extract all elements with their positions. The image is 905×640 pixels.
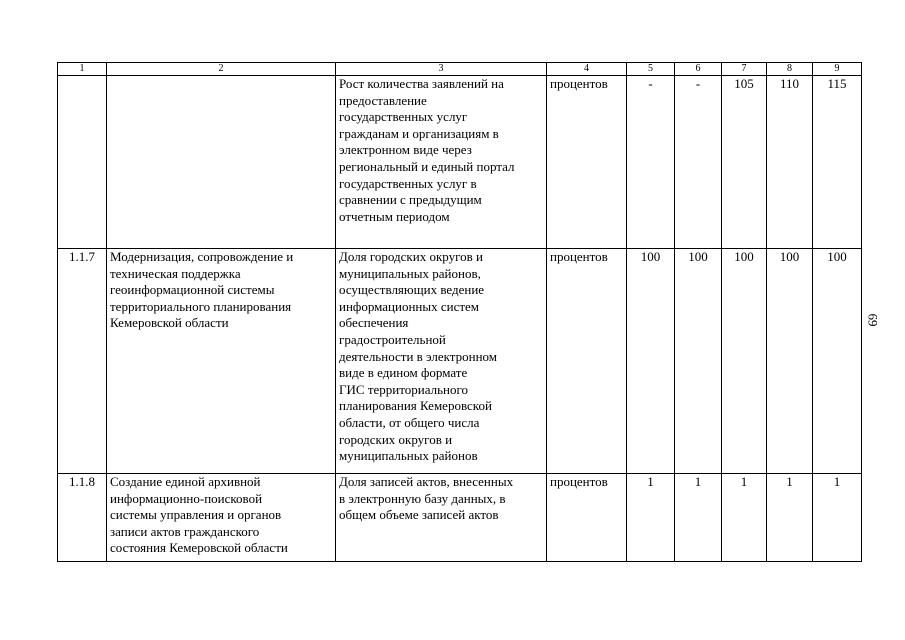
unit-cell: процентов bbox=[547, 76, 627, 249]
text-line: муниципальных районов, bbox=[339, 265, 481, 281]
text-line: системы управления и органов bbox=[110, 507, 282, 523]
indicator-text bbox=[336, 76, 547, 249]
column-number-row bbox=[58, 63, 862, 76]
value-cell: 100 bbox=[627, 249, 675, 474]
header-cell: 6 bbox=[675, 63, 722, 76]
item-number: 1.1.7 bbox=[58, 249, 107, 474]
text-line: информационных систем bbox=[339, 298, 480, 314]
header-cell: 5 bbox=[627, 63, 675, 76]
value-cell: 115 bbox=[813, 76, 862, 249]
header-cell: 4 bbox=[547, 63, 627, 76]
text-line: деятельности в электронном bbox=[339, 348, 498, 364]
value-cell: 1 bbox=[813, 474, 862, 562]
text-line: гражданам и организациям в bbox=[339, 125, 499, 141]
value-cell: - bbox=[675, 76, 722, 249]
text-line: Доля записей актов, внесенных bbox=[339, 474, 514, 489]
indicator-table bbox=[57, 62, 862, 562]
value-cell: 1 bbox=[767, 474, 813, 562]
item-name bbox=[107, 249, 336, 474]
value-cell: 110 bbox=[767, 76, 813, 249]
text-line: планирования Кемеровской bbox=[339, 398, 492, 414]
value-cell: 100 bbox=[813, 249, 862, 474]
table-row bbox=[58, 249, 862, 474]
text-line: Рост количества заявлений на bbox=[339, 76, 504, 91]
text-line: электронном виде через bbox=[339, 142, 472, 158]
text-line: общем объеме записей актов bbox=[339, 507, 499, 523]
text-line: информационно-поисковой bbox=[110, 490, 263, 506]
text-line: в электронную базу данных, в bbox=[339, 490, 506, 506]
text-line: Модернизация, сопровождение и bbox=[110, 249, 294, 264]
value-cell: 105 bbox=[722, 76, 767, 249]
text-line: территориального планирования bbox=[110, 298, 292, 314]
text-line: муниципальных районов bbox=[339, 448, 478, 464]
table-row bbox=[58, 76, 862, 249]
item-name bbox=[107, 76, 336, 249]
value-cell: 1 bbox=[675, 474, 722, 562]
text-line: сравнении с предыдущим bbox=[339, 192, 482, 208]
text-line: Кемеровской области bbox=[110, 315, 229, 331]
item-number: 1.1.8 bbox=[58, 474, 107, 562]
value-cell: 100 bbox=[767, 249, 813, 474]
unit-cell: процентов bbox=[547, 474, 627, 562]
header-cell: 7 bbox=[722, 63, 767, 76]
text-line: геоинформационной системы bbox=[110, 282, 275, 298]
text-line: Создание единой архивной bbox=[110, 474, 261, 489]
table-row bbox=[58, 474, 862, 562]
text-line: обеспечения bbox=[339, 315, 409, 331]
item-name bbox=[107, 474, 336, 562]
unit-cell: процентов bbox=[547, 249, 627, 474]
text-line: государственных услуг bbox=[339, 109, 468, 125]
text-line: Доля городских округов и bbox=[339, 249, 483, 264]
item-number bbox=[58, 76, 107, 249]
header-cell: 3 bbox=[336, 63, 547, 76]
value-cell: 1 bbox=[722, 474, 767, 562]
page-number: 69 bbox=[865, 313, 881, 327]
indicator-text bbox=[336, 474, 547, 562]
text-line: отчетным периодом bbox=[339, 208, 450, 224]
header-cell: 8 bbox=[767, 63, 813, 76]
text-line: городских округов и bbox=[339, 431, 453, 447]
text-line: области, от общего числа bbox=[339, 414, 480, 430]
value-cell: 1 bbox=[627, 474, 675, 562]
value-cell: - bbox=[627, 76, 675, 249]
text-line: градостроительной bbox=[339, 331, 446, 347]
text-line: виде в едином формате bbox=[339, 365, 468, 381]
header-cell: 2 bbox=[107, 63, 336, 76]
text-line: состояния Кемеровской области bbox=[110, 540, 288, 556]
value-cell: 100 bbox=[722, 249, 767, 474]
text-line: ГИС территориального bbox=[339, 381, 468, 397]
text-line: записи актов гражданского bbox=[110, 523, 260, 539]
text-line: техническая поддержка bbox=[110, 265, 241, 281]
header-cell: 9 bbox=[813, 63, 862, 76]
text-line: осуществляющих ведение bbox=[339, 282, 485, 298]
value-cell: 100 bbox=[675, 249, 722, 474]
header-cell: 1 bbox=[58, 63, 107, 76]
text-line: предоставление bbox=[339, 92, 427, 108]
text-line: региональный и единый портал bbox=[339, 158, 515, 174]
indicator-text bbox=[336, 249, 547, 474]
text-line: государственных услуг в bbox=[339, 175, 477, 191]
